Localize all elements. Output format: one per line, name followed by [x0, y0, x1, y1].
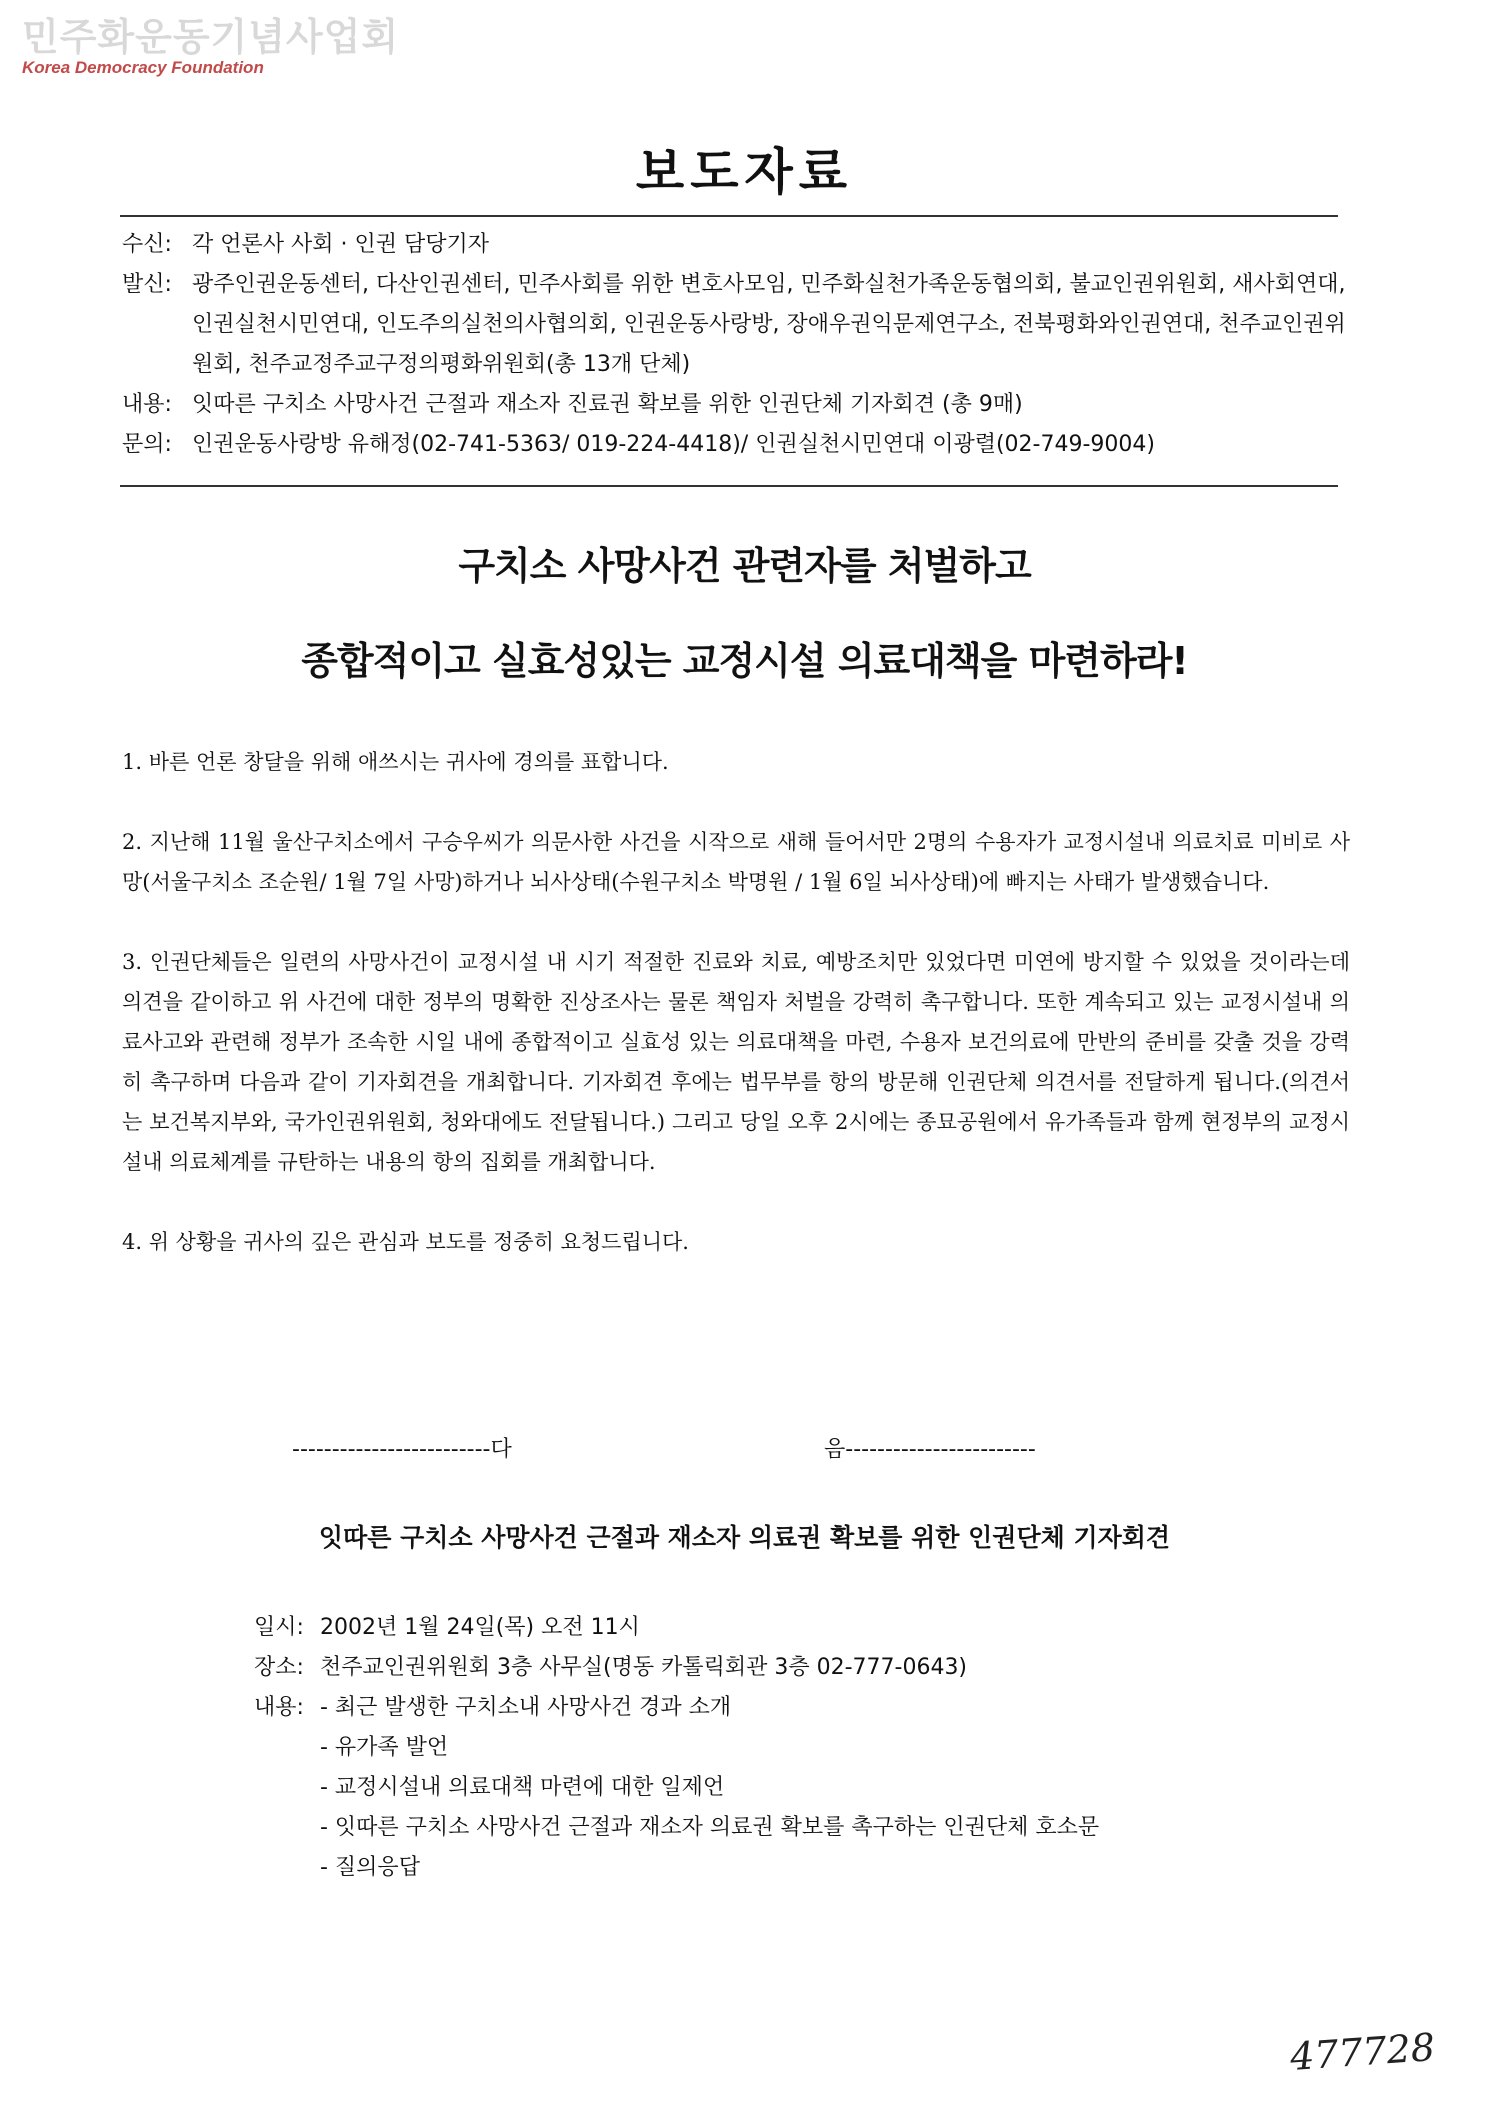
body-text: [122, 742, 1350, 1302]
handwritten-doc-number: 477728: [1288, 2024, 1437, 2080]
header-from: 발신: 광주인권운동센터, 다산인권센터, 민주사회를 위한 변호사모임, 민주화실천가족운동협의회, 불교인권위원회, 새사회연대, 인권실천시민연대, 인도주의실천의사협의회, 인권운동사랑방, 장애우권익문제연구소, 전북평화와인권연대, 천주교인권위원회, 천주교정주교구정의평화위원회(총 13개 단체): [122, 272, 1346, 377]
list-item: - 교정시설내 의료대책 마련에 대한 일제언: [320, 1775, 725, 1800]
paragraph-4: 4. 위 상황을 귀사의 깊은 관심과 보도를 정중히 요청드립니다.: [122, 1230, 689, 1254]
header-to: 수신: 각 언론사 사회 · 인권 담당기자: [122, 232, 489, 257]
paragraph-1: 1. 바른 언론 창달을 위해 애쓰시는 귀사에 경의를 표합니다.: [122, 750, 669, 774]
list-item: - 질의응답: [320, 1855, 420, 1880]
list-item: - 유가족 발언: [320, 1735, 449, 1760]
event-place: 장소: 천주교인권위원회 3층 사무실(명동 카톨릭회관 3층 02-777-0643): [254, 1655, 968, 1680]
logo-korean: 민주화운동기념사업회: [22, 15, 400, 59]
event-date: 일시: 2002년 1월 24일(목) 오전 11시: [254, 1615, 640, 1640]
header-block: [122, 225, 1352, 465]
divider-left: -------------------------다: [292, 1437, 512, 1462]
list-item: - 잇따른 구치소 사망사건 근절과 재소자 의료권 확보를 촉구하는 인권단체 호소문: [320, 1815, 1100, 1840]
event-title: 잇따른 구치소 사망사건 근절과 재소자 의료권 확보를 위한 인권단체 기자회견: [318, 1523, 1171, 1552]
event-details: [254, 1608, 1099, 1888]
header-bottom-rule: [120, 485, 1338, 487]
divider-right: 음------------------------: [824, 1437, 1036, 1462]
foundation-logo: [22, 15, 400, 78]
list-item: - 최근 발생한 구치소내 사망사건 경과 소개: [320, 1695, 732, 1720]
logo-english: Korea Democracy Foundation: [22, 58, 264, 77]
paragraph-2: 2. 지난해 11월 울산구치소에서 구승우씨가 의문사한 사건을 시작으로 새해 들어서만 2명의 수용자가 교정시설내 의료치료 미비로 사망(서울구치소 조순원/ 1월 7일 사망)하거나 뇌사상태(수원구치소 박명원 / 1월 6일 뇌사상태)에 빠지는 사태가 발생했습니다.: [122, 830, 1350, 894]
header-contact: 문의: 인권운동사랑방 유해정(02-741-5363/ 019-224-4418)/ 인권실천시민연대 이광렬(02-749-9004): [122, 432, 1155, 457]
event-content: 내용: - 최근 발생한 구치소내 사망사건 경과 소개: [254, 1688, 1099, 1728]
paragraph-3: 3. 인권단체들은 일련의 사망사건이 교정시설 내 시기 적절한 진료와 치료, 예방조치만 있었다면 미연에 방지할 수 있었을 것이라는데 의견을 같이하고 위 사건에 대한 정부의 명확한 진상조사는 물론 책임자 처벌을 강력히 촉구합니다. 또한 계속되고 있는 교정시설내 의료사고와 관련해 정부가 조속한 시일 내에 종합적이고 실효성 있는 의료대책을 마련, 수용자 보건의료에 만반의 준비를 갖출 것을 강력히 촉구하며 다음과 같이 기자회견을 개최합니다. 기자회견 후에는 법무부를 항의 방문해 인권단체 의견서를 전달하게 됩니다.(의견서는 보건복지부와, 국가인권위원회, 청와대에도 전달됩니다.) 그리고 당일 오후 2시에는 종묘공원에서 유가족들과 함께 현정부의 교정시설내 의료체계를 규탄하는 내용의 항의 집회를 개최합니다.: [122, 950, 1350, 1174]
headline-line-2: 종합적이고 실효성있는 교정시설 의료대책을 마련하라!: [301, 639, 1188, 683]
header-subject: 내용: 잇따른 구치소 사망사건 근절과 재소자 진료권 확보를 위한 인권단체 기자회견 (총 9매): [122, 392, 1023, 417]
header-top-rule: [120, 215, 1338, 217]
event-content-items: [320, 1728, 1099, 1888]
headline-line-1: 구치소 사망사건 관련자를 처벌하고: [458, 544, 1031, 588]
doc-title: 보도자료: [635, 143, 854, 201]
